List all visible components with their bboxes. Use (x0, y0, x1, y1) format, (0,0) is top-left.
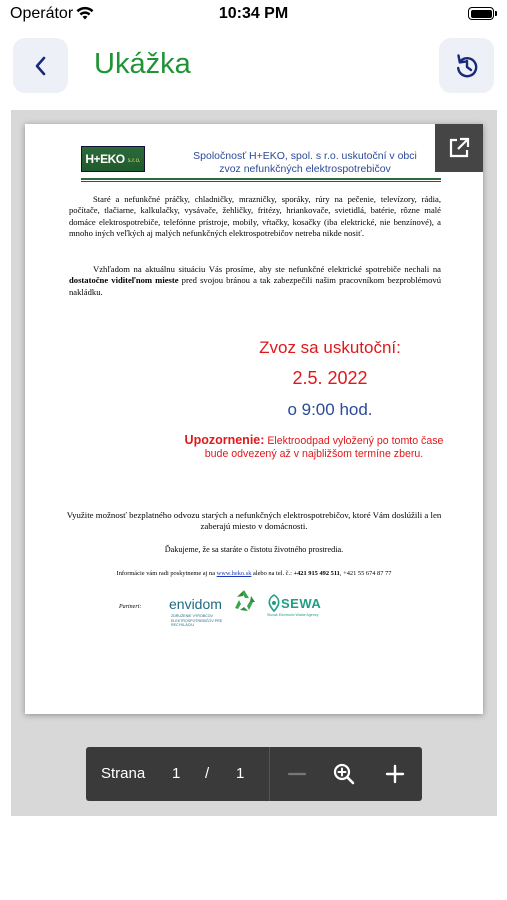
reload-button[interactable] (439, 38, 494, 93)
recycle-icon (231, 588, 257, 614)
open-external-button[interactable] (435, 124, 483, 172)
sewa-logo: SEWA Slovak Electronic Waste Agency (267, 596, 322, 617)
warning-text: Upozornenie: Elektroodpad vyložený po tomto čase bude odvezený až v najbližšom termíne zberu. (184, 433, 444, 460)
carrier-label: Operátor (10, 5, 74, 22)
minus-icon (286, 763, 308, 785)
header-line-1: Spoločnosť H+EKO, spol. s r.o. uskutoční v obci (193, 150, 417, 162)
header-line-2: zvoz nefunkčných elektrospotrebičov (219, 163, 391, 175)
back-button[interactable] (13, 38, 68, 93)
paragraph-free-pickup: Využite možnosť bezplatného odvozu starých a nefunkčných elektrospotrebičov, ktoré Vám doslúžili a len zaberajú miesto v domácnosti. (66, 510, 442, 532)
zoom-out-button[interactable] (280, 758, 314, 790)
open-in-new-icon (447, 136, 471, 160)
page-title: Ukážka (94, 48, 191, 80)
zoom-in-button[interactable] (378, 758, 412, 790)
envidom-logo: envidom ZDRUŽENIE VÝROBCOV ELEKTROSPOTREBIČOV PRE RECYKLÁCIU (169, 590, 259, 626)
current-page-field[interactable]: 1 (172, 765, 181, 782)
page-separator: / (205, 765, 210, 782)
header-rule (81, 178, 441, 180)
paragraph-appliances: Staré a nefunkčné práčky, chladničky, mrazničky, sporáky, rúry na pečenie, televízory, rádia, počítače, tlačiarne, kalkulačky, vysávače, žehličky, fritézy, hriankovače, svietidlá, batérie, rôzne malé domáce elektrospotrebiče, telefónne prístroje, mobily, vŕtačky, kosačky (iba elektrické, nie benzínové), a mnoho iných veľkých aj malých nefunkčných elektrospotrebičov netreba nikde nosiť. (69, 194, 441, 238)
pdf-viewer[interactable] (11, 110, 497, 816)
battery-full-icon (468, 7, 494, 20)
pdf-page[interactable] (25, 124, 483, 714)
page-toolbar (86, 747, 422, 801)
clock: 10:34 PM (218, 5, 289, 22)
paragraph-thanks: Ďakujeme, že sa staráte o čistotu životného prostredia. (164, 545, 344, 554)
pickup-heading: Zvoz sa uskutoční: (259, 338, 401, 357)
contact-info: Informácie vám radi poskytneme aj na www.heko.sk alebo na tel. č.: +421 915 492 511, +421 55 674 87 77 (116, 570, 392, 577)
heko-logo: H+EKO s.r.o. (81, 146, 145, 172)
chevron-left-icon (33, 55, 49, 77)
header-rule-secondary (81, 181, 441, 182)
reload-icon (452, 51, 482, 81)
paragraph-instructions: Vzhľadom na aktuálnu situáciu Vás prosíme, aby ste nefunkčné elektrické spotrebiče nechali na dostatočne viditeľnom mieste pred svojou bránou a tak zabezpečili našim pracovníkom bezproblémovú nakládku. (69, 264, 441, 297)
heko-website-link[interactable]: www.heko.sk (216, 570, 252, 577)
pickup-time: o 9:00 hod. (287, 400, 373, 419)
zoom-button[interactable] (327, 758, 361, 790)
toolbar-divider (269, 747, 270, 801)
partners-label: Partneri: (119, 604, 142, 610)
total-pages: 1 (236, 765, 245, 782)
document-header (155, 150, 455, 176)
page-label: Strana (101, 765, 146, 782)
pickup-date: 2.5. 2022 (292, 368, 368, 388)
document-content (25, 124, 483, 714)
sewa-emblem-icon (267, 594, 281, 612)
zoom-in-icon (332, 762, 356, 786)
status-bar (0, 0, 507, 30)
plus-icon (384, 763, 406, 785)
